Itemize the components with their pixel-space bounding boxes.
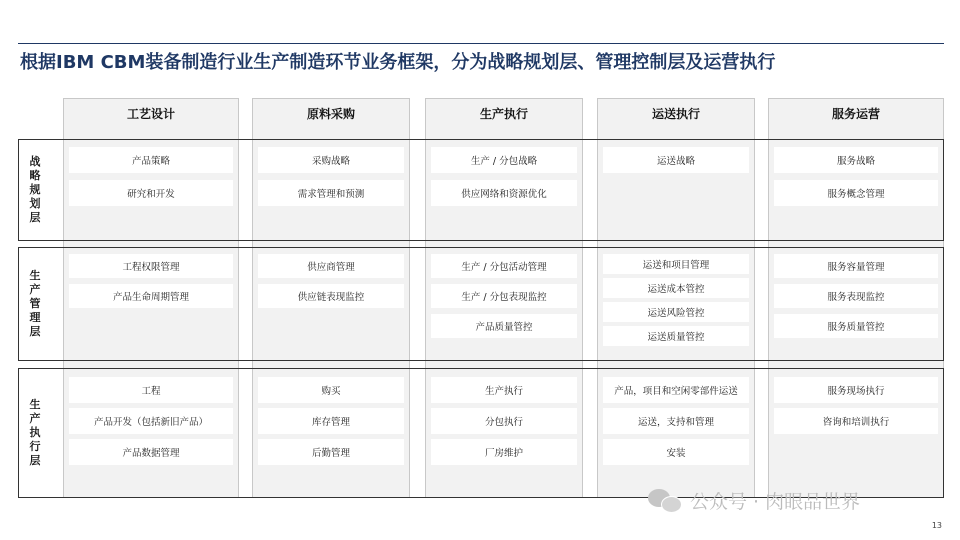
capability-item: 运送质量管控 (603, 326, 749, 346)
capability-item: 库存管理 (258, 408, 404, 434)
layer-label-text: 战略规划层 (29, 155, 41, 224)
capability-item: 生产 / 分包活动管理 (431, 254, 577, 278)
capability-item: 产品，项目和空闲零部件运送 (603, 377, 749, 403)
capability-item: 厂房维护 (431, 439, 577, 465)
capability-item: 产品质量管控 (431, 314, 577, 338)
layer-label (18, 368, 52, 498)
capability-item: 运送战略 (603, 147, 749, 173)
capability-item: 服务容量管理 (774, 254, 938, 278)
capability-item: 服务概念管理 (774, 180, 938, 206)
capability-item: 采购战略 (258, 147, 404, 173)
column-header: 工艺设计 (126, 107, 175, 121)
page-title: 根据IBM CBM装备制造行业生产制造环节业务框架，分为战略规划层、管理控制层及运营执行 (20, 52, 776, 73)
capability-item: 安装 (603, 439, 749, 465)
capability-item: 需求管理和预测 (258, 180, 404, 206)
capability-item: 供应网络和资源优化 (431, 180, 577, 206)
capability-item: 咨询和培训执行 (774, 408, 938, 434)
capability-item: 生产执行 (431, 377, 577, 403)
capability-item: 供应链表现监控 (258, 284, 404, 308)
column-header: 服务运营 (831, 107, 880, 121)
capability-item: 供应商管理 (258, 254, 404, 278)
capability-item: 研究和开发 (69, 180, 233, 206)
column-header: 运送执行 (651, 107, 700, 121)
capability-item: 产品开发（包括新旧产品） (69, 408, 233, 434)
title-rule (18, 43, 944, 44)
capability-item: 运送和项目管理 (603, 254, 749, 274)
capability-item: 产品策略 (69, 147, 233, 173)
page-number: 13 (931, 521, 942, 530)
capability-item: 生产 / 分包战略 (431, 147, 577, 173)
capability-item: 分包执行 (431, 408, 577, 434)
capability-item: 产品生命周期管理 (69, 284, 233, 308)
capability-item: 运送风险管控 (603, 302, 749, 322)
watermark-text: 公众号 · 肉眼品世界 (690, 490, 861, 513)
capability-item: 后勤管理 (258, 439, 404, 465)
layer-label (18, 247, 52, 361)
column-header: 生产执行 (479, 107, 528, 121)
capability-item: 产品数据管理 (69, 439, 233, 465)
watermark (648, 486, 860, 514)
column-header: 原料采购 (306, 107, 355, 121)
capability-item: 服务质量管控 (774, 314, 938, 338)
layer-label (18, 139, 52, 241)
capability-item: 购买 (258, 377, 404, 403)
capability-item: 服务现场执行 (774, 377, 938, 403)
capability-item: 运送成本管控 (603, 278, 749, 298)
capability-item: 生产 / 分包表现监控 (431, 284, 577, 308)
capability-item: 服务表现监控 (774, 284, 938, 308)
capability-item: 工程 (69, 377, 233, 403)
capability-item: 运送，支持和管理 (603, 408, 749, 434)
capability-item: 服务战略 (774, 147, 938, 173)
wechat-icon (648, 487, 682, 513)
layer-label-text: 生产管理层 (29, 269, 41, 338)
layer-label-text: 生产执行层 (29, 398, 41, 467)
capability-item: 工程权限管理 (69, 254, 233, 278)
